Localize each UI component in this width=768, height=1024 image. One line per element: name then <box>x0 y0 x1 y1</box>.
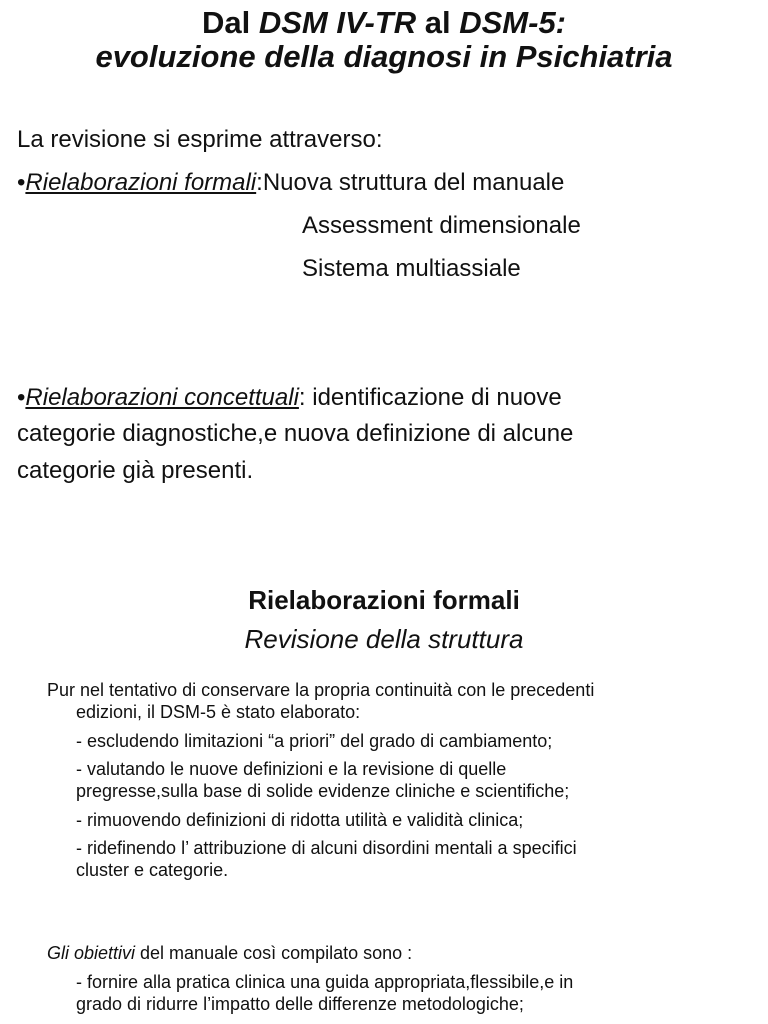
concettuali-line-2: categorie diagnostiche,e nuova definizione di alcune <box>17 420 574 447</box>
section-subheading: Revisione della struttura <box>244 624 524 654</box>
list-item: - valutando le nuove definizioni e la revisione di quelle <box>76 759 507 779</box>
list-item: pregresse,sulla base di solide evidenze cliniche e scientifiche; <box>76 781 570 801</box>
objectives-text: del manuale così compilato sono : <box>135 943 413 963</box>
title-dsm4: DSM IV-TR <box>258 5 417 40</box>
para-line-1: Pur nel tentativo di conservare la propria continuità con le precedenti <box>47 680 595 700</box>
slide-title <box>0 6 768 74</box>
title-dsm5: DSM-5: <box>459 5 567 40</box>
formali-label: Rielaborazioni formali <box>25 169 257 196</box>
list-item: - escludendo limitazioni “a priori” del grado di cambiamento; <box>76 731 553 751</box>
para-line-2: edizioni, il DSM-5 è stato elaborato: <box>76 702 361 722</box>
concettuali-line-1 <box>17 384 562 412</box>
list-item: - ridefinendo l’ attribuzione di alcuni disordini mentali a specifici <box>76 838 577 858</box>
concettuali-line-3: categorie già presenti. <box>17 457 254 484</box>
intro-text: La revisione si esprime attraverso: <box>17 126 383 153</box>
objectives-item: grado di ridurre l’impatto delle differenze metodologiche; <box>76 994 524 1014</box>
title-line2: evoluzione della diagnosi in Psichiatria <box>95 39 673 74</box>
formali-item-3: Sistema multiassiale <box>302 255 521 282</box>
title-prefix: Dal <box>201 5 259 40</box>
formali-bullet-line <box>17 169 564 197</box>
concettuali-text-1: : identificazione di nuove <box>298 384 562 411</box>
list-item: cluster e categorie. <box>76 860 229 880</box>
formali-item-2: Assessment dimensionale <box>302 212 581 239</box>
bullet: • <box>17 169 26 196</box>
bullet: • <box>17 384 26 411</box>
objectives-line <box>47 943 412 964</box>
section-heading: Rielaborazioni formali <box>248 585 520 615</box>
title-al: al <box>416 5 460 40</box>
list-item: - rimuovendo definizioni di ridotta utilità e validità clinica; <box>76 810 524 830</box>
concettuali-label: Rielaborazioni concettuali <box>25 384 299 411</box>
objectives-item: - fornire alla pratica clinica una guida appropriata,flessibile,e in <box>76 972 574 992</box>
objectives-label: Gli obiettivi <box>47 943 136 963</box>
formali-item-1: :Nuova struttura del manuale <box>256 169 565 196</box>
